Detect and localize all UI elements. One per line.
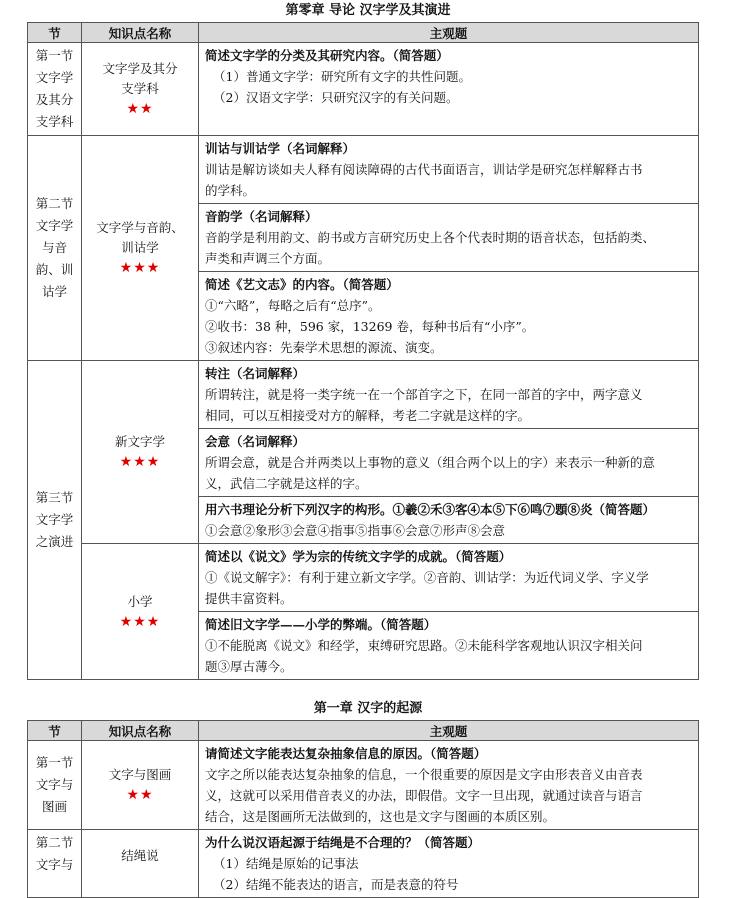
table-row xyxy=(28,741,699,830)
header-subjective-questions: 主观题 xyxy=(199,23,699,43)
question-title: 请简述文字能表达复杂抽象信息的原因。（简答题） xyxy=(205,746,487,761)
question-cell xyxy=(199,612,699,680)
importance-stars: ★★★ xyxy=(119,260,161,276)
question-cell xyxy=(199,43,699,136)
answer-line: 训诂是解访谈如夫人释有阅读障碍的古代书面语言，训诂学是研究怎样解释古书 xyxy=(205,162,643,177)
chapter0-table xyxy=(27,22,699,680)
question-cell xyxy=(199,272,699,361)
answer-line: 所谓会意，就是合并两类以上事物的意义（组合两个以上的字）来表示一种新的意 xyxy=(205,455,656,470)
chapter-title: 第一章 汉字的起源 xyxy=(313,701,423,716)
answer-line: ②收书：38 种，596 家，13269 卷，每种书后有“小序”。 xyxy=(205,319,535,334)
question-title: 会意（名词解释） xyxy=(205,434,306,449)
answer-line: 相同，可以互相接受对方的解释，考老二字就是这样的字。 xyxy=(205,408,531,423)
importance-stars: ★★ xyxy=(126,787,154,803)
answer-line: ①不能脱离《说文》和经学，束缚研究思路。②未能科学客观地认识汉字相关问 xyxy=(205,638,643,653)
importance-stars: ★★★ xyxy=(119,613,161,630)
knowledge-point-cell: 文字与图画 ★★ xyxy=(82,741,199,830)
section-cell: 第三节 文字学 之演进 xyxy=(28,361,82,680)
knowledge-point-cell: 文字学及其分 支学科 ★★ xyxy=(82,43,199,136)
answer-line: 声类和声调三个方面。 xyxy=(205,251,331,266)
answer-line: 结合，这是图画所无法做到的，这也是文字与图画的本质区别。 xyxy=(205,809,556,824)
question-cell xyxy=(199,361,699,429)
answer-line: 文字之所以能表达复杂抽象的信息，一个很重要的原因是文字由形表音义由音表 xyxy=(205,767,643,782)
answer-line: （2）结绳不能表达的语言，而是表意的符号 xyxy=(213,877,459,892)
table-header-row xyxy=(28,721,699,741)
answer-line: （1）结绳是原始的记事法 xyxy=(213,856,359,871)
question-title: 训诂与训诂学（名词解释） xyxy=(205,141,356,156)
importance-stars: ★★★ xyxy=(119,454,161,470)
question-title: 简述文字学的分类及其研究内容。（简答题） xyxy=(205,48,449,63)
answer-line: 的学科。 xyxy=(205,183,256,198)
question-title: 用六书理论分析下列汉字的构形。①羲②禾③客④本⑤下⑥鸣⑦顋⑧炎（简答题） xyxy=(205,502,656,517)
answer-line: 义，这就可以采用借音表义的办法，即假借。文字一旦出现，就通过读音与语言 xyxy=(205,788,643,803)
question-title: 为什么说汉语起源于结绳是不合理的？（简答题） xyxy=(205,835,481,850)
header-subjective-questions: 主观题 xyxy=(199,721,699,741)
header-section: 节 xyxy=(28,721,82,741)
question-cell xyxy=(199,544,699,612)
question-title: 简述《艺文志》的内容。（简答题） xyxy=(205,277,399,292)
answer-line: 题③厚古薄今。 xyxy=(205,659,293,674)
answer-line: ①会意②象形③会意④指事⑤指事⑥会意⑦形声⑧会意 xyxy=(205,523,506,538)
chapter1-table xyxy=(27,720,699,898)
answer-line: 所谓转注，就是将一类字统一在一个部首字之下，在同一部首的字中，两字意义 xyxy=(205,387,643,402)
question-title: 转注（名词解释） xyxy=(205,366,306,381)
header-section: 节 xyxy=(28,23,82,43)
knowledge-point-cell: 文字学与音韵、 训诂学 ★★★ xyxy=(82,136,199,361)
table-row xyxy=(28,136,699,204)
question-cell xyxy=(199,741,699,830)
chapter-title: 第零章 导论 汉字学及其演进 xyxy=(285,3,451,18)
table-row xyxy=(28,43,699,136)
section-cell: 第一节 文字学 及其分 支学科 xyxy=(28,43,82,136)
table-row xyxy=(28,544,699,612)
header-knowledge-point: 知识点名称 xyxy=(82,721,199,741)
question-cell xyxy=(199,136,699,204)
answer-line: 义，武信二字就是这样的字。 xyxy=(205,476,368,491)
answer-line: （2）汉语文字学：只研究汉字的有关问题。 xyxy=(213,90,459,105)
question-title: 音韵学（名词解释） xyxy=(205,209,318,224)
importance-stars: ★★ xyxy=(126,101,154,117)
question-cell xyxy=(199,429,699,497)
answer-line: ③叙述内容：先秦学术思想的源流、演变。 xyxy=(205,340,443,355)
question-cell xyxy=(199,204,699,272)
question-cell xyxy=(199,497,699,544)
answer-line: 提供丰富资料。 xyxy=(205,591,293,606)
section-cell: 第一节 文字与 图画 xyxy=(28,741,82,830)
knowledge-point-cell: 小学 ★★★ xyxy=(82,544,199,680)
table-row xyxy=(28,361,699,429)
question-title: 简述旧文字学——小学的弊端。（简答题） xyxy=(205,617,437,632)
question-cell xyxy=(199,830,699,898)
knowledge-point-cell: 新文字学 ★★★ xyxy=(82,361,199,544)
answer-line: ①《说文解字》：有利于建立新文字学。②音韵、训诂学：为近代词义学、字义学 xyxy=(205,570,649,585)
question-title: 简述以《说文》学为宗的传统文字学的成就。（简答题） xyxy=(205,549,512,564)
answer-line: 音韵学是利用韵文、韵书或方言研究历史上各个代表时期的语音状态，包括韵类、 xyxy=(205,230,656,245)
section-cell: 第二节 文字学 与音 韵、训 诂学 xyxy=(28,136,82,361)
knowledge-point-cell: 结绳说 xyxy=(82,830,199,898)
table-row xyxy=(28,830,699,898)
table-header-row xyxy=(28,23,699,43)
answer-line: ①“六略”，每略之后有“总序”。 xyxy=(205,298,381,313)
section-cell: 第二节 文字与 xyxy=(28,830,82,898)
header-knowledge-point: 知识点名称 xyxy=(82,23,199,43)
answer-line: （1）普通文字学：研究所有文字的共性问题。 xyxy=(213,69,471,84)
